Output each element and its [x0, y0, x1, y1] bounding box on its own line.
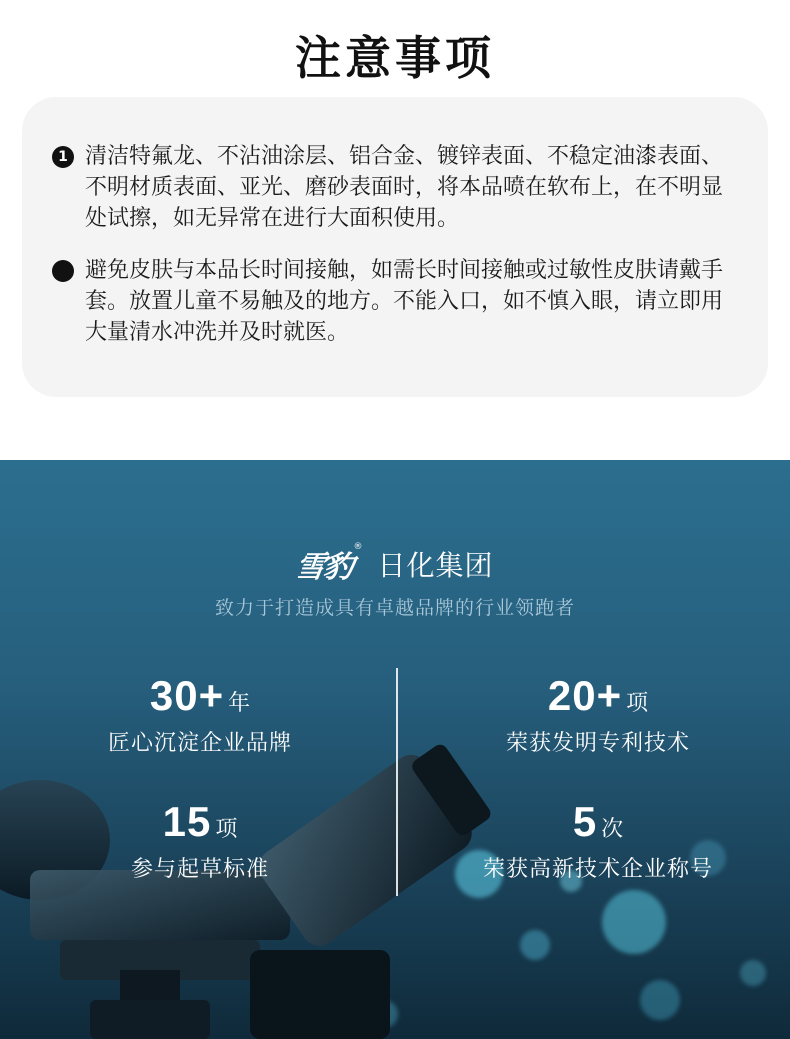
brand-slogan: 致力于打造成具有卓越品牌的行业领跑者 — [214, 597, 575, 619]
bullet-dot-icon — [52, 260, 74, 282]
stat-block — [30, 672, 370, 757]
stat-block — [30, 798, 370, 883]
brand-group-name: 日化集团 — [377, 549, 494, 582]
stat-block — [428, 798, 768, 883]
notice-item — [52, 255, 742, 348]
stat-unit: 项 — [215, 817, 238, 842]
stat-value: 20+ — [547, 672, 623, 719]
stat-label: 匠心沉淀企业品牌 — [107, 731, 292, 756]
stat-value: 30+ — [149, 672, 225, 719]
brand-logo — [0, 542, 790, 586]
stat-unit: 年 — [228, 691, 251, 716]
stat-label: 参与起草标准 — [130, 857, 269, 882]
stats-divider — [396, 668, 398, 896]
stat-unit: 项 — [626, 691, 649, 716]
brand-logo-script: 雪豹 — [293, 550, 355, 585]
number-one-icon: 1 — [52, 146, 74, 168]
notice-item — [52, 141, 742, 234]
stat-block — [428, 672, 768, 757]
stat-label: 荣获发明专利技术 — [505, 731, 690, 756]
registered-mark: ® — [353, 542, 363, 552]
page-title: 注意事项 — [295, 31, 495, 85]
brand-section — [0, 460, 790, 1039]
notice-text: 避免皮肤与本品长时间接触，如需长时间接触或过敏性皮肤请戴手套。放置儿童不易触及的地方。不能入口，如不慎入眼，请立即用大量清水冲洗并及时就医。 — [85, 258, 724, 345]
stat-unit: 次 — [601, 817, 624, 842]
notice-text: 清洁特氟龙、不沾油涂层、铝合金、镀锌表面、不稳定油漆表面、不明材质表面、亚光、磨砂表面时，将本品喷在软布上，在不明显处试擦，如无异常在进行大面积使用。 — [85, 144, 724, 231]
stat-value: 5 — [572, 798, 598, 845]
stat-value: 15 — [162, 798, 212, 845]
stat-label: 荣获高新技术企业称号 — [482, 857, 713, 882]
